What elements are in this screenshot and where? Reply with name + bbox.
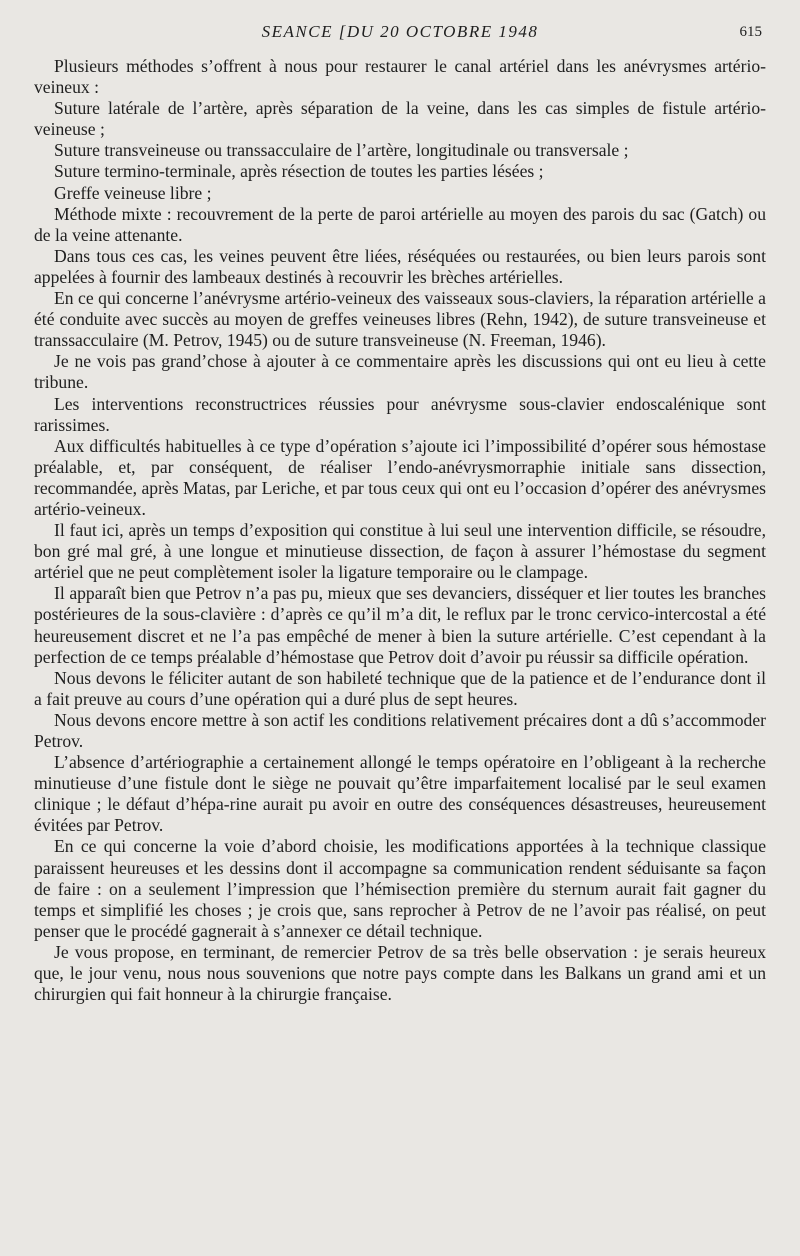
paragraph: L’absence d’artériographie a certainement allongé le temps opératoire en l’obligeant à la recherche minutieuse d’une fistule dont le siège ne pouvait qu’être imparfaitement localisé par le seul examen clinique ; le défaut d’hépa-rine aurait pu avoir en outre des conséquences désastreuses, heureusement évitées par Petrov. bbox=[34, 752, 766, 836]
paragraph: Je ne vois pas grand’chose à ajouter à ce commentaire après les discussions qui ont eu lieu à cette tribune. bbox=[34, 351, 766, 393]
paragraph: Aux difficultés habituelles à ce type d’opération s’ajoute ici l’impossibilité d’opérer sous hémostase préalable, et, par conséquent, de réaliser l’endo-anévrysmorraphie initiale sans dissection, recommandée, après Matas, par Leriche, et par tous ceux qui ont eu l’occasion d’opérer des anévrysmes artério-veineux. bbox=[34, 435, 766, 519]
paragraph: Dans tous ces cas, les veines peuvent être liées, réséquées ou restaurées, ou bien leurs parois sont appelées à fournir des lambeaux destinés à recouvrir les brèches artérielles. bbox=[34, 245, 766, 287]
paragraph: Il faut ici, après un temps d’exposition qui constitue à lui seul une intervention difficile, se résoudre, bon gré mal gré, à une longue et minutieuse dissection, de façon à assurer l’hémostase du segment artériel que ne peut complètement isoler la ligature temporaire ou le clampage. bbox=[34, 520, 766, 583]
page-number: 615 bbox=[739, 24, 762, 40]
paragraph: Suture latérale de l’artère, après séparation de la veine, dans les cas simples de fistule artério-veineuse ; bbox=[34, 98, 766, 140]
paragraph: Nous devons encore mettre à son actif les conditions relativement précaires dont a dû s’accommoder Petrov. bbox=[34, 709, 766, 751]
paragraph: Plusieurs méthodes s’offrent à nous pour restaurer le canal artériel dans les anévrysmes artério-veineux : bbox=[34, 56, 766, 98]
paragraph: Je vous propose, en terminant, de remercier Petrov de sa très belle observation : je serais heureux que, le jour venu, nous nous souvenions que notre pays compte dans les Balkans un grand ami et un chirurgien qui fait honneur à la chirurgie française. bbox=[34, 941, 766, 1005]
paragraph: Suture transveineuse ou transsacculaire de l’artère, longitudinale ou transversale ; bbox=[54, 140, 629, 161]
paragraph: Nous devons le féliciter autant de son habileté technique que de la patience et de l’endurance dont il a fait preuve au cours d’une opération qui a duré plus de sept heures. bbox=[34, 667, 766, 709]
paragraph: Greffe veineuse libre ; bbox=[54, 182, 212, 203]
running-head: SEANCE [DU 20 OCTOBRE 1948 bbox=[261, 22, 539, 41]
paragraph: Il apparaît bien que Petrov n’a pas pu, mieux que ses devanciers, disséquer et lier toutes les branches postérieures de la sous-clavière : d’après ce qu’il m’a dit, le reflux par le tronc cervico-intercostal a été heureusement discret et ne l’a pas empêché de mener à bien la suture artérielle. C’est cependant à la perfection de ce temps préalable d’hémostase que Petrov doit d’avoir pu réussir sa difficile opération. bbox=[34, 583, 766, 667]
paragraph: Les interventions reconstructrices réussies pour anévrysme sous-clavier endoscalénique sont rarissimes. bbox=[34, 393, 766, 435]
page-header bbox=[34, 22, 766, 50]
paragraph: Suture termino-terminale, après résection de toutes les parties lésées ; bbox=[54, 161, 544, 182]
body-text bbox=[34, 56, 766, 1005]
paragraph: En ce qui concerne la voie d’abord choisie, les modifications apportées à la technique classique paraissent heureuses et les dessins dont il accompagne sa communication rendent séduisante sa façon de faire : on a seulement l’impression que l’hémisection première du sternum aurait fait gagner du temps et simplifié les choses ; je crois que, sans reprocher à Petrov de ne l’avoir pas réalisé, on peut penser que le procédé gagnerait à s’annexer ce détail technique. bbox=[34, 836, 766, 941]
paragraph: En ce qui concerne l’anévrysme artério-veineux des vaisseaux sous-claviers, la réparation artérielle a été conduite avec succès au moyen de greffes veineuses libres (Rehn, 1942), de suture transveineuse et transsacculaire (M. Petrov, 1945) ou de suture transveineuse (N. Freeman, 1946). bbox=[34, 288, 766, 351]
paragraph: Méthode mixte : recouvrement de la perte de paroi artérielle au moyen des parois du sac (Gatch) ou de la veine attenante. bbox=[34, 203, 766, 245]
